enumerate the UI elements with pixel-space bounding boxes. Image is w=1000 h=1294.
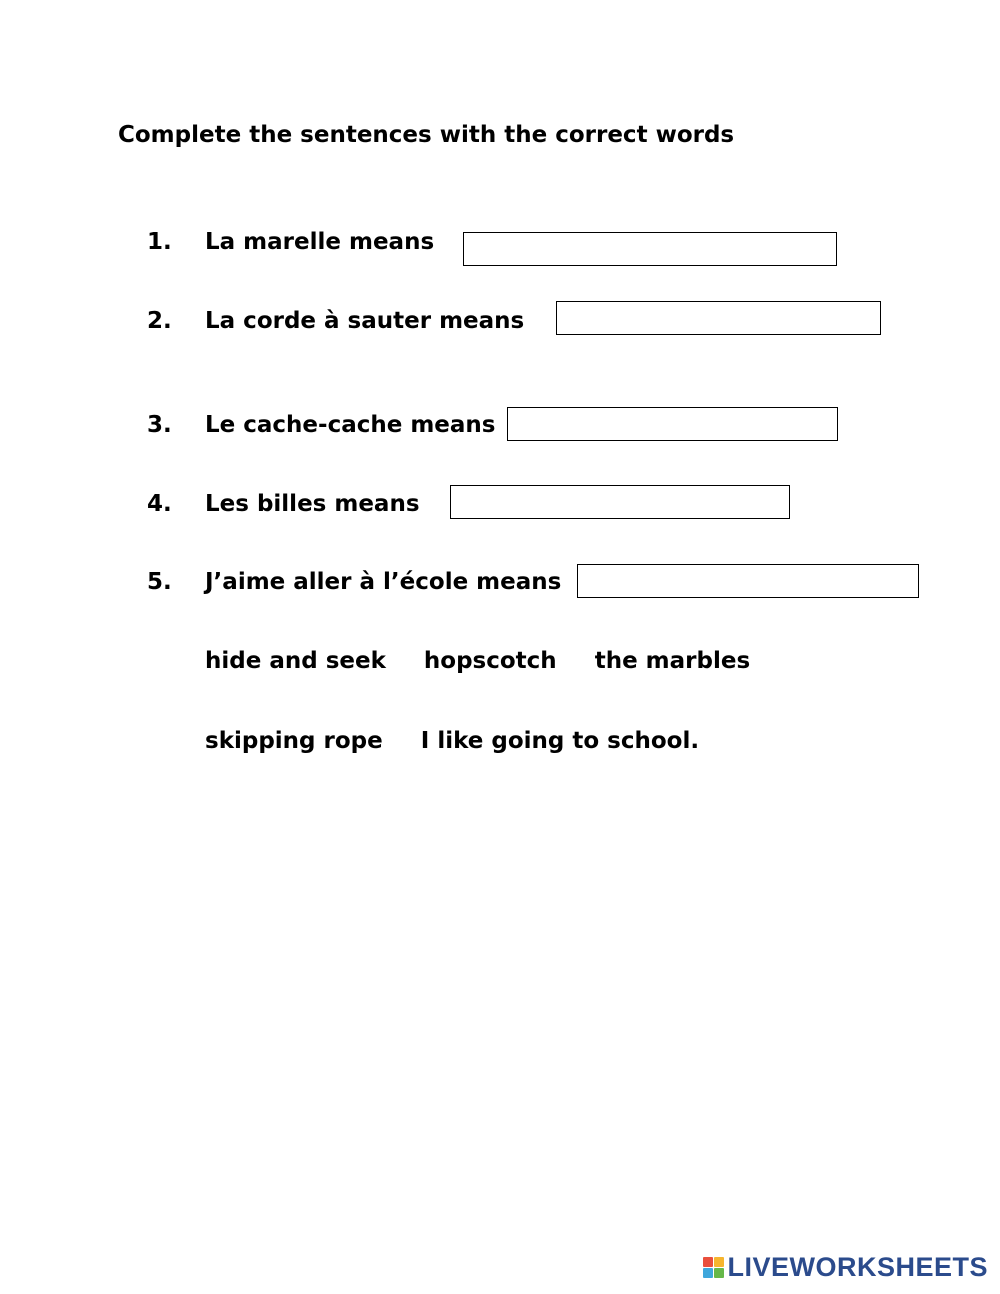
word-bank-option: skipping rope	[205, 728, 383, 754]
word-bank-row	[205, 728, 729, 754]
item-number: 4.	[147, 491, 172, 517]
word-bank-option: I like going to school.	[420, 728, 700, 754]
word-bank-row	[205, 648, 780, 674]
logo-text: LIVEWORKSHEETS	[727, 1251, 988, 1282]
instructions-title: Complete the sentences with the correct words	[118, 122, 735, 148]
item-number: 3.	[147, 412, 172, 438]
word-bank-option: hide and seek	[205, 648, 386, 674]
word-bank-option: hopscotch	[423, 648, 557, 674]
item-label: Le cache-cache means	[205, 412, 496, 438]
item-label: La corde à sauter means	[205, 308, 525, 334]
answer-field-5[interactable]	[577, 564, 919, 598]
answer-field-2[interactable]	[556, 301, 881, 335]
item-number: 1.	[147, 229, 172, 255]
word-bank-option: the marbles	[594, 648, 751, 674]
item-label: Les billes means	[205, 491, 420, 517]
liveworksheets-logo	[703, 1252, 988, 1282]
item-number: 5.	[147, 569, 172, 595]
answer-field-1[interactable]	[463, 232, 837, 266]
answer-field-3[interactable]	[507, 407, 838, 441]
answer-field-4[interactable]	[450, 485, 790, 519]
item-label: La marelle means	[205, 229, 435, 255]
item-label: J’aime aller à l’école means	[205, 569, 562, 595]
item-number: 2.	[147, 308, 172, 334]
logo-blocks-icon	[703, 1257, 724, 1278]
